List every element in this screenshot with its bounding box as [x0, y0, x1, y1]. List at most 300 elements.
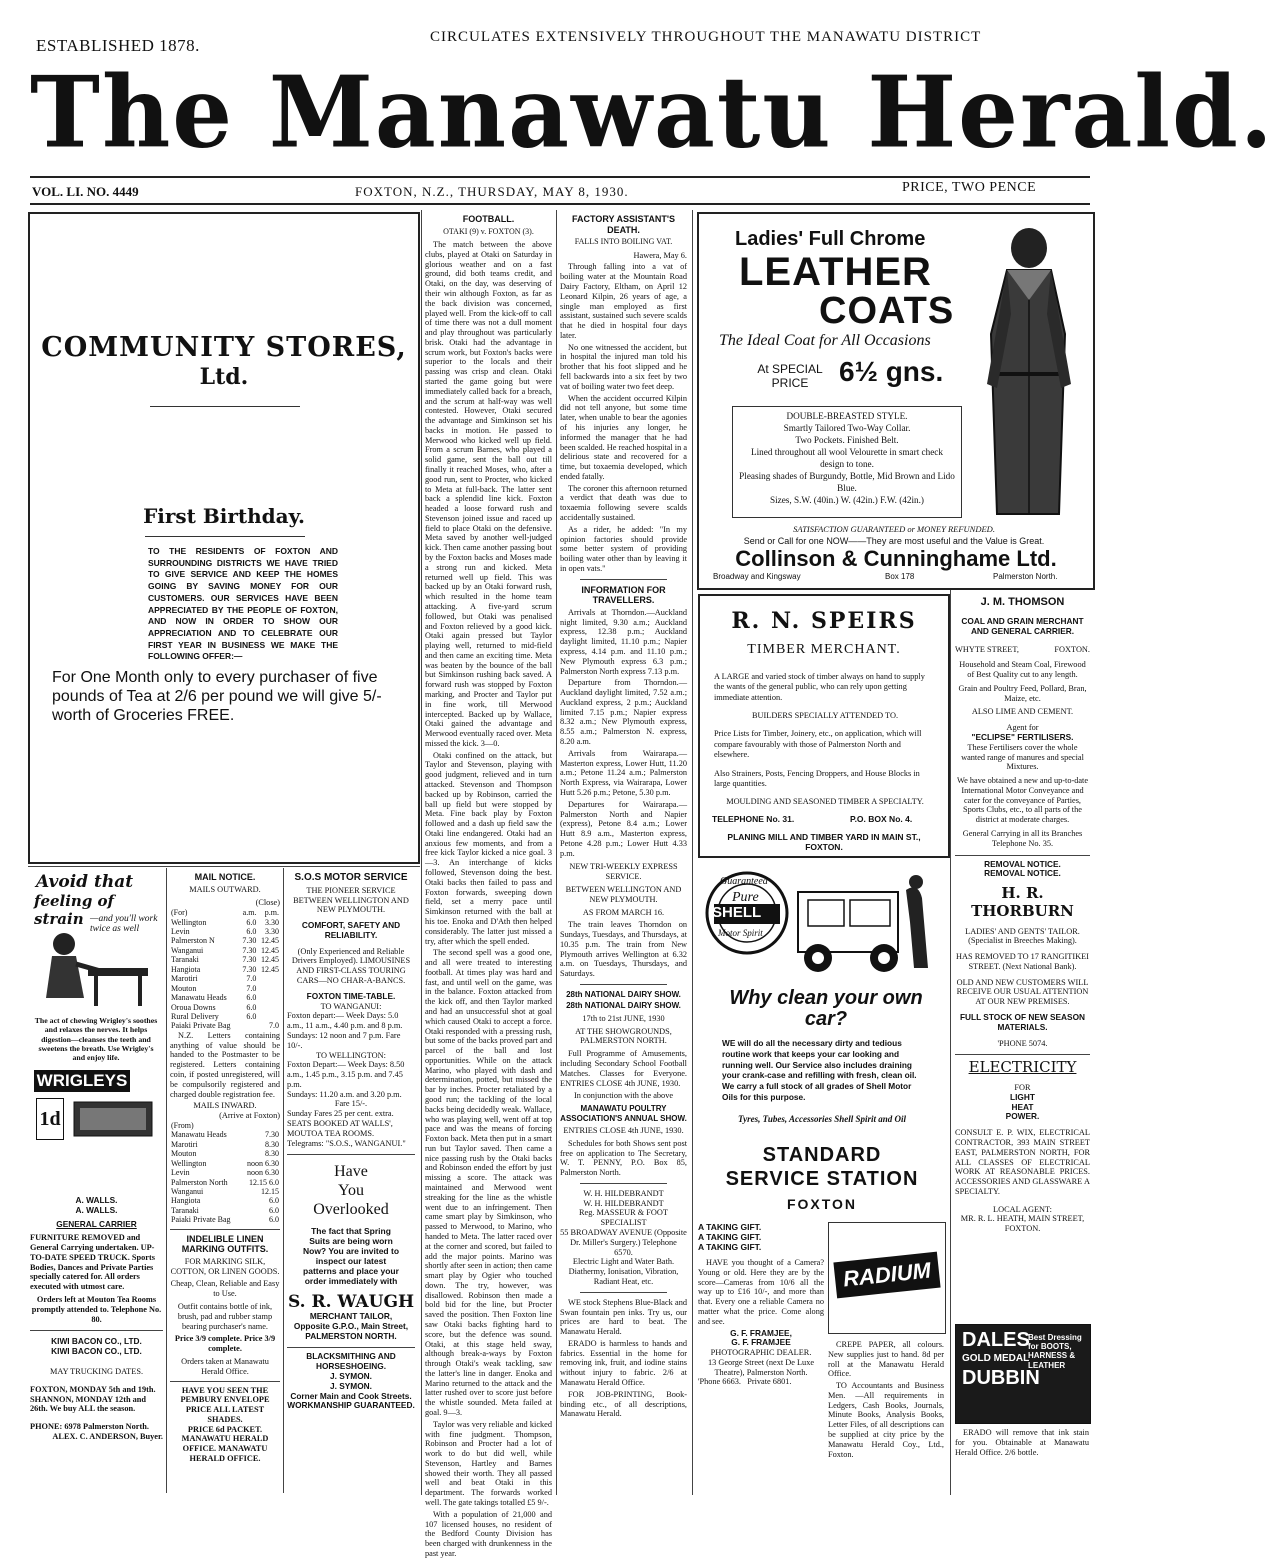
detail-line: Pleasing shades of Burgundy, Bottle, Mid Brown and Lido Blue. — [739, 470, 955, 493]
leather-tagline: The Ideal Coat for All Occasions — [719, 332, 931, 349]
kiwi-buyer: ALEX. C. ANDERSON, Buyer. — [52, 1431, 163, 1441]
speirs-timber-ad — [698, 594, 950, 858]
poultry-entries-close: ENTRIES CLOSE 4th JUNE, 1930. — [563, 1126, 684, 1135]
dairy-schedules: Schedules for both Shows sent post free on application to The Secretary, W. T. PENNY, P.O. Box 85, Palmerston North. — [560, 1138, 687, 1178]
mail-row — [170, 1130, 280, 1139]
mail-destination: Mouton — [171, 983, 197, 993]
mail-row — [170, 927, 280, 936]
mail-time — [239, 1021, 257, 1030]
thomson-line: "ECLIPSE" FERTILISERS. — [971, 732, 1074, 742]
mail-destination: Paiaki Private Bag — [171, 1021, 231, 1031]
erado-notice: ERADO is harmless to hands and fabrics. Essential in the home for removing ink, fruit, and iodine stains without injury to fabric. 2/6 at Manawatu Herald Office. — [560, 1338, 687, 1387]
dales-dubbin-ad — [955, 1324, 1091, 1424]
speirs-name: R. N. SPEIRS — [731, 608, 917, 634]
mail-origin: Taranaki — [171, 1205, 199, 1215]
express-heading: NEW TRI-WEEKLY EXPRESS SERVICE. — [569, 862, 678, 882]
symon-trade: BLACKSMITHING AND HORSESHOEING. — [306, 1351, 396, 1372]
speirs-paragraph: Also Strainers, Posts, Fencing Droppers, and House Blocks in large quantities. — [714, 768, 920, 788]
sos-column — [287, 870, 415, 1495]
mails-inward-heading: MAILS INWARD. — [193, 1101, 257, 1111]
right-column-ads — [955, 592, 1090, 1234]
mail-time: 3.30 — [265, 927, 279, 937]
mail-time: 6.0 — [269, 1215, 279, 1225]
mail-origin: Mouton — [171, 1149, 197, 1159]
leather-coats-ad — [697, 212, 1095, 590]
mail-time: 8.30 — [265, 1139, 279, 1149]
envelope-price: PRICE 6d PACKET. — [187, 1424, 263, 1434]
thomson-town: FOXTON. — [1054, 644, 1090, 654]
mail-time: 8.30 — [265, 1149, 279, 1159]
speirs-paragraph: A LARGE and varied stock of timber always on hand to supply the wants of the general public, who can rely upon getting immediate attention. — [714, 672, 925, 702]
football-paragraph: The match between the above clubs, played at Otaki on Saturday in glorious weather and on a fast ground, did both teams credit, and Otaki, on the day, was deserving of their win although Foxton, as far as the back division was concerned, played well. From the kick-off to call of time there was not a dull moment and play throughout was particularly brisk. Otaki had the advantage in scrum work, but Foxton's backs were superior to the locals and their passing was crisp and clean. Otaki started the game going but were immediately called back for a breach, and the scrum at half-way was well contested. However, Otaki secured the advantage and Simkinson set his backs in motion. He passed to Merwood who kicked well up field. From a scrum Barnes, who played a solid game, sent the ball out till finally it reached Moses, who, after a good run, sent to Procter, who kicked to Meta at full-back. The latter sent back a splendid line kick. Foxton headed a loose forward rush and Stevenson joined issue and raced up field to place Otaki on the defensive. Meta saved by another well-judged kick. Then came another passing bout by the Foxton backs and Moses made a strong run and kicked. Meta returned well up field. This was backed up by an Otaki forward rush, which resulted in the home team attacking. A five-yard scrum followed, but Otaki was penalised and Foxton relieved by a good kick. Otaki again pressed but Taylor playing well, returned to mid-field and then came an exciting time. Meta was beaten by the bounce of the ball but Simkinson rushing back saved. A forward rush was stopped by Foxton marking, and Procter and Taylor put in fine work, till Merwood intercepted. Backed up by Wallace, Otaki gained the advantage and Merwood eventually raced over. Meta missed the kick. 3—0. — [425, 240, 552, 748]
community-stores-message: TO THE RESIDENTS OF FOXTON AND SURROUNDING DISTRICTS WE HAVE TRIED TO GIVE SERVICE AND KEEP THE HOMES GOING BY SAVING MONEY FOR OUR CUSTOMERS. OUR SERVICES HAVE BEEN APPRECIATED BY THE PEOPLE OF FOXTON, AND NOW IN ORDER TO SHOW OUR APPRECIATION AND TO CELEBRATE OUR FIRST YEAR IN BUSINESS WE MAKE THE FOLLOWING OFFER:— — [148, 546, 338, 662]
mail-time — [257, 974, 280, 983]
erado-text: ERADO will remove that ink stain for you. Obtainable at Manawatu Herald Office. 2/6 bottle. — [955, 1428, 1089, 1457]
mail-origin: Wellington — [171, 1158, 207, 1168]
wrigleys-title-2: feeling of strain — [34, 892, 115, 928]
mail-row — [170, 993, 280, 1002]
hildebrandt-address: 55 BROADWAY AVENUE (Opposite Dr. Miller's Surgery.) Telephone 6570. — [560, 1228, 687, 1257]
gum-packet-icon — [70, 1096, 156, 1142]
factory-paragraph: As a rider, he added: "In my opinion factories should provide some better system of providing boiling water other than by leaving it in open vats." — [560, 524, 687, 573]
mail-time: 7.0 — [269, 1021, 279, 1031]
mail-row — [170, 1206, 280, 1215]
walls-orders: Orders left at Mouton Tea Rooms promptly attended to. Telephone No. 80. — [31, 1295, 162, 1324]
trucking-dates: FOXTON, MONDAY 5th and 19th. SHANNON, MONDAY 12th and 26th. We buy ALL the season. — [30, 1384, 156, 1414]
community-stores-ad — [28, 212, 420, 864]
walls-trade: GENERAL CARRIER — [56, 1218, 137, 1229]
factory-paragraph: When the accident occurred Kilpin did not tell anyone, but some time later, when unable to bear the agonies of his injuries any longer, he informed the manager that he had been scalded. He reached hospital in a delirious state and recovered for a time, but toxaemia developed, which ended fatally. — [560, 393, 687, 481]
dairy-show-dates: 17th to 21st JUNE, 1930 — [582, 1013, 665, 1023]
mail-row — [170, 1140, 280, 1149]
camera-ad — [698, 1222, 824, 1492]
mail-time — [257, 984, 280, 993]
thomson-address — [955, 645, 1090, 655]
kiwi-bacon-name: KIWI BACON CO., LTD. — [51, 1336, 142, 1347]
factory-heading: FACTORY ASSISTANT'S DEATH. — [572, 214, 675, 235]
camera-body: HAVE you thought of a Camera? Young or old. Here they are by the score—Cameras from 10/6 all the way up to £16 10/-, and more than that. Every one a reliable Camera no matter what the price. Come along and see. — [698, 1258, 824, 1326]
leather-details-box — [732, 406, 962, 518]
mail-time — [257, 1012, 280, 1021]
wrigleys-ad — [30, 870, 163, 1195]
mail-destination: Palmerston N — [171, 936, 215, 946]
mail-destination: Wellington — [171, 917, 207, 927]
dales-tagline: Best Dressing for BOOTS, HARNESS & LEATHER — [1028, 1333, 1082, 1370]
crepe-paper-notice: CREPE PAPER, all colours. New supplies just to hand. 8d per roll at the Manawatu Herald Office. — [828, 1340, 944, 1379]
send-line: Send or Call for one NOW——They are most useful and the Value is Great. — [743, 536, 1045, 546]
mail-origin: Levin — [171, 1168, 190, 1178]
section-divider — [955, 855, 1090, 856]
sos-timetable-line: Foxton depart:— Week Days: 5.0 a.m., 11 a.m., 4.40 p.m. and 8 p.m. — [287, 1011, 403, 1031]
trucking-dates-heading: MAY TRUCKING DATES. — [49, 1366, 144, 1376]
mail-row — [170, 1168, 280, 1177]
detail-line: Smartly Tailored Two-Way Collar. — [783, 422, 911, 433]
speirs-paragraph: BUILDERS SPECIALLY ATTENDED TO. — [751, 711, 899, 721]
leather-price: 6½ gns. — [839, 356, 944, 387]
linen-heading: INDELIBLE LINEN MARKING OUTFITS. — [181, 1233, 269, 1255]
dales-dubbin: DUBBIN — [962, 1367, 1040, 1389]
coat-illustration — [967, 224, 1087, 524]
thomson-line: Grain and Poultry Feed, Pollard, Bran, Maize, etc. — [958, 683, 1087, 703]
wrigleys-title: Avoid that — [36, 872, 134, 892]
mail-row — [170, 946, 280, 955]
linen-price: Price 3/9 complete. Price 3/9 complete. — [174, 1334, 276, 1354]
shell-badge-shell: SHELL — [712, 904, 762, 921]
framjee-address: 13 George Street (next De Luxe Theatre), Palmerston North. — [707, 1357, 815, 1377]
framjee-name: G. F. FRAMJEE, — [730, 1327, 792, 1338]
travellers-paragraph: Departure from Thorndon.—Auckland daylight limited, 7.52 a.m.; Auckland express, 2 p.m.; Auckland limited 7.15 p.m.; Napier express 8.32 a.m.; New Plymouth express, 8.55 a.m.; Palmerston N. express, 8.20 a.m. — [560, 678, 687, 747]
am-label: a.m. — [242, 908, 257, 918]
radium-ad — [828, 1222, 946, 1334]
special-price-label: At SPECIAL PRICE — [757, 362, 823, 390]
shell-tyres: Tyres, Tubes, Accessories Shell Spirit and Oil — [738, 1114, 907, 1124]
dateline: FOXTON, N.Z., THURSDAY, MAY 8, 1930. — [355, 184, 629, 199]
travellers-heading: INFORMATION FOR TRAVELLERS. — [581, 584, 666, 606]
dairy-show-paragraph: Full Programme of Amusements, including Secondary School Football Matches. Classes for Everyone. ENTRIES CLOSE 4th JUNE, 1930. — [560, 1049, 687, 1088]
mail-origin: Manawatu Heads — [171, 1130, 227, 1140]
envelope-office: MANAWATU HERALD OFFICE. MANAWATU HERALD OFFICE. — [181, 1434, 269, 1463]
walls-body: FURNITURE REMOVED and General Carrying undertaken. UP-TO-DATE SPEED TRUCK. Sports Bodies, Dances and Private Parties specially catered for. All orders executed with utmost care. — [30, 1233, 155, 1292]
poultry-show-heading: MANAWATU POULTRY ASSOCIATION'S ANNUAL SHOW. — [560, 1104, 687, 1123]
radium-logo: RADIUM — [833, 1252, 940, 1299]
job-printing-notice: FOR JOB-PRINTING, Book-binding etc., of all descriptions, Manawatu Herald. — [560, 1389, 687, 1419]
section-divider — [955, 1054, 1090, 1055]
thomson-line: ALSO LIME AND CEMENT. — [971, 707, 1074, 717]
football-subheading: OTAKI (9) v. FOXTON (3). — [443, 226, 534, 236]
leather-headline: LEATHER — [739, 250, 932, 294]
wrigleys-body: The act of chewing Wrigley's soothes and relaxes the nerves. It helps digestion—cleanses the teeth and sweetens the breath. Use Wrigley's and enjoy life. — [34, 1016, 158, 1063]
mail-time: 6.0 — [246, 927, 257, 937]
football-article — [425, 212, 552, 1558]
mail-row — [170, 955, 280, 964]
thomson-line: General Carrying in all its Branches Telephone No. 35. — [962, 829, 1083, 848]
thomson-name: J. M. THOMSON — [980, 596, 1065, 608]
mail-origin: Paiaki Private Bag — [171, 1215, 231, 1225]
mail-row — [170, 974, 280, 983]
community-stores-ltd: Ltd. — [199, 364, 249, 390]
mail-origin: Wanganui — [171, 1186, 204, 1196]
thomson-street: WHYTE STREET, — [955, 644, 1019, 654]
speirs-trade: TIMBER MERCHANT. — [747, 642, 901, 657]
camera-gift-line: A TAKING GIFT. — [698, 1232, 762, 1243]
shell-badge-motor-spirit: Motor Spirit — [718, 928, 763, 938]
mail-row — [170, 936, 280, 945]
detail-line: Sizes, S.W. (40in.) W. (42in.) F.W. (42in.) — [769, 494, 924, 505]
news-column — [560, 212, 687, 1497]
football-paragraph: With a population of 21,000 and 107 licensed houses, no resident of the Bedford County Division has been charged with drunkenness in the past year. — [425, 1509, 552, 1558]
mail-time: 6.0 — [269, 1196, 279, 1206]
mail-destination: Wanganui — [171, 945, 204, 955]
football-paragraph: The second spell was a good one, and all were treated to interesting football. At times play was hard and fast, and until well on the game, was in the balance. Foxton attacked from the kick off, and then Taylor marked and had an unsuccessful shot at goal which caused Otaki to accept a force. Otaki responded with a pressing rush, but some of the backs proved part and parcel of the ball and lost opportunities. While on the attack Marino, who played with dash and determination, potted, but missed the bar by inches. Procter retaliated by a good run; the tackling of the local backs being decidedly weak. Wallace, who was playing well, went off at top pace and was the means of forcing Foxton back. Meta then put in a smart run but Taylor saved. Then came a nice passing rush by the Otaki backs and Robinson ended the effort by just missing a score. The attack was maintained and Merwood went streaking for the line as the whistle went due to an infringement. Then came smart play by Simkinson, who passed to Merwood, to Marino, who handed to Meta. The latter raced over at the corner and scored, but failed to add the major points. Marino was shortly after seen in action; then came smart play by Ogier who touched down. The try, however, was disallowed. Robinson then made a bold bid for the line, but Procter saved the position. Then Foxton line saw Otaki backs fighting hard to score, but the defence was sound. Otaki, at this stage held sway, although break-a-ways by Foxton through Otaki's weak tackling, saw the latter's line in danger. Enoka and Marino returned to the attack and the latter rushed over to score just before the whistle sounded. Meta failed at goal. 9—3. — [425, 948, 552, 1418]
thorburn-phone: 'PHONE 5074. — [997, 1038, 1048, 1048]
standard-label: STANDARD — [762, 1144, 882, 1166]
waugh-trade: MERCHANT TAILOR, — [309, 1311, 393, 1322]
speirs-paragraph: Price Lists for Timber, Joinery, etc., on application, which will compare favourably with those of Palmerston North and elsewhere. — [714, 729, 922, 760]
dairy-show-heading: 28th NATIONAL DAIRY SHOW. — [566, 990, 681, 999]
electricity-heading: ELECTRICITY — [968, 1058, 1077, 1077]
envelope-shades: PRICE ALL LATEST SHADES. — [185, 1405, 265, 1424]
express-date: AS FROM MARCH 16. — [582, 907, 665, 917]
mail-from-label: (From) — [171, 1120, 194, 1130]
mail-destination: Manawatu Heads — [171, 993, 227, 1003]
sos-comfort: COMFORT, SAFETY AND RELIABILITY. — [301, 920, 401, 940]
framjee-phone-private: Private 6801. — [747, 1377, 792, 1387]
football-paragraph: Taylor was very reliable and kicked with fine judgment. Thompson, Robinson and Procter had a lot of work to do but did well, while Stevenson, Hartley and Barnes showed their worth. They all passed well and beat Otaki in this department. The forwards worked well. The gate takings totalled £5 9/-. — [425, 1419, 552, 1508]
mail-time: 7.30 — [242, 945, 257, 955]
walls-name-repeat: A. WALLS. — [75, 1204, 118, 1215]
thomson-line: We have obtained a new and up-to-date International Motor Conveyance and cater for the conveyance of Parties, Sports Clubs, etc., to all parts of the district at moderate charges. — [956, 776, 1089, 825]
established-line: ESTABLISHED 1878. — [36, 36, 200, 55]
thorburn-name: H. R. THORBURN — [971, 884, 1074, 920]
waugh-have: Have — [334, 1163, 368, 1181]
mail-close-label: (Close) — [255, 898, 280, 908]
linen-line: Cheap, Clean, Reliable and Easy to Use. — [170, 1279, 280, 1299]
firm-address: Broadway and Kingsway — [713, 572, 801, 581]
thomson-trade: COAL AND GRAIN MERCHANT AND GENERAL CARRIER. — [961, 615, 1084, 636]
hildebrandt-name: W. H. HILDEBRANDT — [583, 1188, 664, 1198]
price-line: PRICE, TWO PENCE — [902, 180, 1037, 195]
speirs-mill: PLANING MILL AND TIMBER YARD IN MAIN ST., FOXTON. — [727, 832, 921, 852]
hildebrandt-name-repeat: W. H. HILDEBRANDT — [583, 1198, 664, 1208]
express-paragraph: The train leaves Thorndon on Sundays, Tuesdays, and Thursdays, at 10.35 p.m. The train from New Plymouth arrives Wellington at 6.32 a.m. on Tuesdays, Thursdays, and Saturdays. — [560, 920, 687, 979]
section-rule — [28, 866, 420, 867]
column-rule — [556, 210, 557, 1495]
speirs-phone: TELEPHONE No. 31. — [712, 814, 795, 824]
dairy-show-conjunction: In conjunction with the above — [573, 1091, 674, 1101]
sos-telegrams: Telegrams: "S.O.S., WANGANUI." — [287, 1138, 406, 1148]
circulation-line: CIRCULATES EXTENSIVELY THROUGHOUT THE MANAWATU DISTRICT — [430, 29, 982, 45]
waugh-address: Opposite G.P.O., Main Street, PALMERSTON NORTH. — [293, 1320, 409, 1341]
mail-destination: Hangiota — [171, 964, 201, 974]
mail-destination: Levin — [171, 927, 190, 937]
thorburn-body: OLD AND NEW CUSTOMERS WILL RECEIVE OUR USUAL ATTENTION AT OUR NEW PREMISES. — [956, 977, 1089, 1007]
framjee-phone — [698, 1377, 824, 1387]
sos-return: Sunday Fares 25 per cent. extra. — [287, 1109, 394, 1119]
mail-time: 3.30 — [265, 917, 279, 927]
removal-notice: REMOVAL NOTICE. — [984, 858, 1061, 869]
detail-line: Lined throughout all wool Velourette in smart check design to tone. — [751, 446, 943, 469]
section-divider — [580, 1183, 667, 1184]
mail-registration-note: N.Z. Letters containing anything of value should be handed to the Postmaster to be registered. Letters containing coin, if posted unregistered, will be compulsorily registered and charged double registration fee. — [170, 1030, 280, 1099]
column-rule — [283, 868, 284, 1493]
waugh-body: The fact that Spring Suits are being worn Now? You are invited to inspect our latest patterns and place your order immediately with — [302, 1225, 400, 1287]
shell-town: FOXTON — [786, 1196, 858, 1212]
volume-number: VOL. LI. NO. 4449 — [32, 184, 139, 199]
factory-paragraph: Hawera, May 6. — [633, 250, 687, 260]
column-rule — [421, 210, 422, 1495]
dales-brand: DALES — [962, 1329, 1030, 1351]
mail-row — [170, 1021, 280, 1030]
mail-row — [170, 1215, 280, 1224]
factory-paragraph: No one witnessed the accident, but in hospital the injured man told his brother that his foot slipped and he fell backwards into a six feet by two vat of boiling water two feet deep. — [560, 342, 687, 391]
dairy-show-venue: AT THE SHOWGROUNDS, PALMERSTON NORTH. — [575, 1026, 672, 1046]
mail-row — [170, 1149, 280, 1158]
waugh-you: You — [338, 1182, 364, 1200]
mail-time: 7.0 — [246, 974, 257, 984]
guarantee-line: SATISFACTION GUARANTEED or MONEY REFUNDED. — [793, 524, 995, 534]
shell-badge-pure: Pure — [732, 890, 759, 905]
camera-gift-line: A TAKING GIFT. — [698, 1242, 762, 1253]
dateline-rule — [30, 203, 1090, 205]
mail-time: 7.30 — [242, 936, 257, 946]
section-divider — [30, 1330, 163, 1331]
electricity-line: HEAT — [1011, 1101, 1034, 1112]
mail-destination: Rural Delivery — [171, 1011, 219, 1021]
electricity-agent: LOCAL AGENT: — [993, 1204, 1052, 1214]
mail-time: 7.30 — [265, 1130, 279, 1140]
erado-notice-right — [955, 1428, 1089, 1488]
mail-time: 12.15 6.0 — [249, 1177, 279, 1187]
framjee-phone-office: 'Phone 6663. — [698, 1377, 741, 1387]
hildebrandt-services: Electric Light and Water Bath. Diathermy, Ionisation, Vibration, Radiant Heat, etc. — [568, 1257, 679, 1286]
sos-to-wanganui: TO WANGANUI: — [320, 1001, 382, 1011]
first-birthday-heading: First Birthday. — [143, 504, 305, 528]
mail-row — [170, 1012, 280, 1021]
dales-gold-medal: GOLD MEDAL — [962, 1353, 1030, 1364]
pm-label: p.m. — [264, 908, 279, 918]
symon-name-repeat: J. SYMON. — [330, 1380, 372, 1391]
service-station-label: SERVICE STATION — [725, 1168, 919, 1190]
walls-name: A. WALLS. — [75, 1195, 118, 1205]
firm-town: Palmerston North. — [993, 572, 1058, 581]
envelope-heading: HAVE YOU SEEN THE PEMBURY ENVELOPE — [180, 1385, 270, 1405]
electricity-agent-name: MR. R. L. HEATH, MAIN STREET, FOXTON. — [960, 1214, 1085, 1234]
mail-row — [170, 1196, 280, 1205]
mail-destination: Marotiri — [171, 974, 198, 984]
mail-row — [170, 1159, 280, 1168]
section-divider — [170, 1381, 280, 1382]
mail-for-label: (For) — [171, 908, 188, 918]
thomson-line: These Fertilisers cover the whole wanted range of manures and special Mixtures. — [961, 742, 1084, 772]
factory-subheading: FALLS INTO BOILING VAT. — [574, 237, 673, 247]
sos-timetable-line: Foxton Depart:— Week Days: 8.50 a.m., 1.45 p.m., 3.15 p.m. and 7.45 p.m. — [287, 1060, 405, 1089]
column-rule — [166, 868, 167, 1493]
masthead-rule — [30, 176, 1090, 178]
newspaper-title: The Manawatu Herald. — [30, 55, 1275, 171]
section-divider — [170, 1229, 280, 1230]
section-divider — [287, 1154, 415, 1155]
thorburn-stock: FULL STOCK OF NEW SEASON MATERIALS. — [959, 1012, 1086, 1032]
speirs-paragraph: MOULDING AND SEASONED TIMBER A SPECIALTY. — [726, 797, 924, 807]
detail-line: DOUBLE-BREASTED STYLE. — [786, 411, 908, 421]
mail-time: 12.45 — [261, 955, 279, 965]
section-divider — [580, 1292, 667, 1293]
camera-gift-line: A TAKING GIFT. — [698, 1222, 762, 1232]
mail-row — [170, 1187, 280, 1196]
mail-time: 12.45 — [261, 945, 279, 955]
mail-time: 6.0 — [246, 1002, 257, 1012]
mail-time: 6.0 — [269, 1205, 279, 1215]
kiwi-bacon-name-repeat: KIWI BACON CO., LTD. — [51, 1346, 142, 1357]
mail-time: 6.0 — [246, 917, 257, 927]
shell-badge-guaranteed: Guaranteed — [720, 876, 768, 887]
hildebrandt-trade: Reg. MASSEUR & FOOT SPECIALIST — [579, 1208, 668, 1228]
detail-line: Two Pockets. Finished Belt. — [795, 434, 899, 445]
car-illustration — [788, 872, 938, 982]
express-subheading: BETWEEN WELLINGTON AND NEW PLYMOUTH. — [565, 884, 682, 904]
wrigleys-price: 1d — [36, 1098, 64, 1140]
mail-notice-heading: MAIL NOTICE. — [194, 872, 256, 882]
section-divider — [580, 984, 667, 985]
mail-time: 7.0 — [246, 983, 257, 993]
mail-row — [170, 1178, 280, 1187]
mail-time: noon 6.30 — [247, 1168, 279, 1178]
symon-workmanship: WORKMANSHIP GUARANTEED. — [287, 1400, 415, 1411]
worker-illustration — [34, 928, 154, 1010]
column-rule — [950, 590, 951, 1495]
factory-paragraph: Through falling into a vat of boiling water at the Mountain Road Dairy Factory, Eltham, on April 12 Leonard Kilpin, 26 years of age, a single man employed as first assistant, sustained such severe scalds that he died in hospital four days later. — [560, 262, 687, 340]
speirs-box: P.O. BOX No. 4. — [850, 814, 913, 824]
mails-outward-heading: MAILS OUTWARD. — [189, 884, 261, 894]
electricity-body: CONSULT E. P. WIX, ELECTRICAL CONTRACTOR, 393 MAIN STREET EAST, PALMERSTON NORTH, FOR ALL CLASSES OF ELECTRICAL WORK AT REASONABLE PRICES. ACCESSORIES AND GLASSWARE A SPECIALTY. — [955, 1128, 1090, 1196]
sos-heading: S.O.S MOTOR SERVICE — [294, 872, 408, 883]
linen-line: Outfit contains bottle of ink, brush, pad and rubber stamp bearing purchaser's name. — [177, 1302, 273, 1331]
sos-to-wellington: TO WELLINGTON: — [316, 1050, 386, 1060]
firm-box: Box 178 — [885, 572, 915, 581]
pens-notice: WE stock Stephens Blue-Black and Swan fountain pen inks. Try us, our prices are hard to beat. The Manawatu Herald. — [560, 1297, 687, 1337]
column-rule — [692, 210, 693, 1495]
mail-origin: Palmerston North — [171, 1177, 228, 1187]
travellers-paragraph: Arrivals at Thorndon.—Auckland night limited, 9.30 a.m.; Auckland express, 12.38 p.m.; Auckland daylight limited, 11.10 p.m.; Napier express, 4.14 p.m. and 11.10 p.m.; New Plymouth express 6.3 p.m.; Palmerston North express 7.13 p.m. — [560, 607, 687, 676]
mail-origin: Hangiota — [171, 1196, 201, 1206]
sos-timetable: FOXTON TIME-TABLE. — [306, 990, 396, 1001]
mail-time: 6.0 — [246, 1011, 257, 1021]
sos-body: (Only Experienced and Reliable Drivers Employed). LIMOUSINES AND FIRST-CLASS TOURING CARS—NO CHAR-A-BANCS. — [291, 946, 411, 986]
mail-row — [170, 1003, 280, 1012]
factory-paragraph: The coroner this afternoon returned a verdict that death was due to toxaemia following severe scalds accidentally sustained. — [560, 483, 687, 522]
collinson-cunninghame-name: Collinson & Cunninghame Ltd. — [735, 546, 1057, 571]
framjee-trade: PHOTOGRAPHIC DEALER. — [710, 1348, 812, 1358]
dairy-show-heading-repeat: 28th NATIONAL DAIRY SHOW. — [566, 1001, 681, 1011]
shell-body: WE will do all the necessary dirty and tedious routine work that keeps your car looking and running well. Our Service also includes draining your crank-case and refilling with fresh, clean oil. We carry a full stock of all grades of Shell Motor Oils for this purpose. — [722, 1038, 917, 1102]
football-paragraph: Otaki confined on the attack, but Taylor and Stevenson, playing with good judgment, relieved and in turn attacked. Stevenson and Thompson backed up by Robinson, carried the ball up field but were stopped by Meta. Fine back play by Foxton followed and a dash up field saw the Otaki line endangered. Otaki had an anxious few moments, and from a free kick Taylor kicked a nice goal. 3—3. An interchange of kicks followed, Stevenson doing the best. Otaki backs then failed to pass and Foxton forwards, sweeping down field, set a merry pace until Simkinson returned with the ball at his toe. Enoka and D'Ath then helped considerably. The latter just missed a try, after which the spell ended. — [425, 750, 552, 946]
sos-fare: Fare 15/-. — [334, 1099, 368, 1109]
shell-headline: Why clean your own car? — [729, 987, 923, 1030]
section-divider — [287, 1347, 415, 1348]
mails-outward-table — [170, 908, 280, 1031]
waugh-name: S. R. WAUGH — [287, 1292, 415, 1313]
electricity-line: POWER. — [1005, 1111, 1040, 1122]
symon-name: J. SYMON. — [330, 1371, 372, 1381]
mail-row — [170, 965, 280, 974]
wrigleys-logo: WRIGLEYS — [34, 1070, 130, 1092]
mail-arrive-label: (Arrive at Foxton) — [219, 1111, 280, 1121]
mail-time: 12.45 — [261, 964, 279, 974]
football-heading: FOOTBALL. — [462, 214, 515, 224]
linen-line: FOR MARKING SILK, COTTON, OR LINEN GOODS. — [170, 1256, 280, 1276]
thomson-line: Household and Steam Coal, Firewood of Best Quality cut to any length. — [959, 660, 1086, 680]
sos-booked: SEATS BOOKED AT WALLS', MOUTOA TEA ROOMS. — [287, 1118, 393, 1138]
mail-time: noon 6.30 — [247, 1158, 279, 1168]
stationery-notices — [828, 1340, 944, 1500]
mail-destination: Oroua Downs — [171, 1002, 216, 1012]
mail-time: 7.30 — [242, 955, 257, 965]
kiwi-phone: PHONE: 6978 Palmerston North. — [30, 1422, 149, 1432]
sos-timetable-line: Sundays: 12 noon and 7 p.m. Fare 10/-. — [287, 1030, 401, 1050]
travellers-paragraph: Departures for Wairarapa.—Palmerston North and Napier (express), Petone 8.4 a.m.; Lower Hutt 8.9 a.m., Masterton express, Petone 4.28 p.m.; Lower Hutt 4.33 p.m. — [560, 799, 687, 858]
electricity-line: LIGHT — [1010, 1091, 1035, 1102]
walls-kiwi-ads — [30, 1196, 163, 1496]
sos-subheading: THE PIONEER SERVICE BETWEEN WELLINGTON AND NEW PLYMOUTH. — [293, 885, 409, 915]
mail-row — [170, 984, 280, 993]
community-stores-offer: For One Month only to every purchaser of five pounds of Tea at 2/6 per pound we will give 5/- worth of Groceries FREE. — [52, 669, 382, 724]
mail-origin: Marotiri — [171, 1139, 198, 1149]
linen-orders: Orders taken at Manawatu Herald Office. — [181, 1356, 269, 1376]
electricity-line: FOR — [1014, 1083, 1031, 1093]
speirs-body — [714, 672, 936, 808]
coats-headline: COATS — [819, 290, 955, 332]
waugh-overlooked: Overlooked — [313, 1201, 389, 1219]
